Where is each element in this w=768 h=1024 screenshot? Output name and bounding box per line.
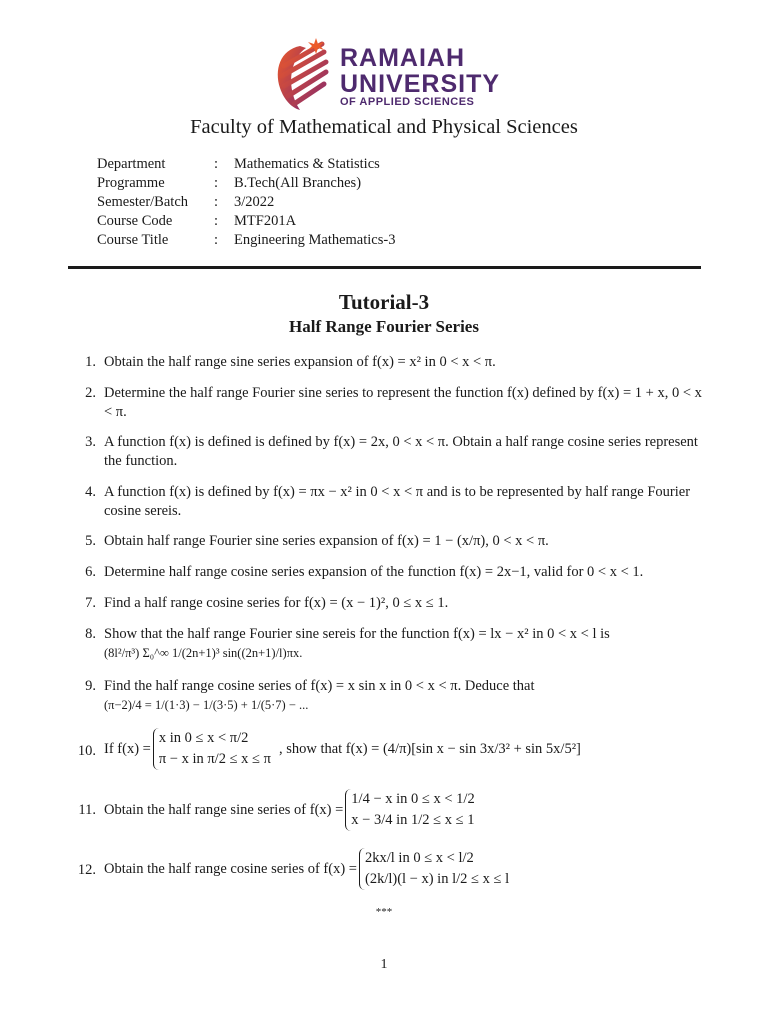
question-number: 6. [85, 564, 96, 580]
info-label: Programme [97, 175, 165, 191]
info-separator: : [214, 213, 219, 229]
question-number: 2. [85, 385, 96, 401]
case-row: π − x in π/2 ≤ x ≤ π [158, 751, 271, 767]
question-text: Determine the half range Fourier sine series to represent the function f(x) defined by f(x) = 1 + x, 0 < x < π. [104, 385, 702, 420]
tutorial-title: Tutorial-3 [338, 290, 430, 314]
course-info-table [97, 155, 395, 250]
question-text: Obtain half range Fourier sine series expansion of f(x) = 1 − (x/π), 0 < x < π. [104, 533, 549, 549]
info-separator: : [214, 175, 219, 191]
info-row-semester [97, 193, 395, 212]
page-number: 1 [380, 957, 388, 972]
case-row: 1/4 − x in 0 ≤ x < 1/2 [351, 791, 475, 807]
question-1 [68, 353, 704, 372]
question-4 [68, 483, 704, 521]
piecewise-brace [359, 848, 509, 890]
question-5 [68, 532, 704, 551]
question-text: Determine half range cosine series expansion of the function f(x) = 2x−1, valid for 0 < x < 1. [104, 564, 644, 580]
question-formula: , show that f(x) = (4/π)[sin x − sin 3x/3² + sin 5x/5²] [278, 740, 581, 757]
info-separator: : [214, 194, 219, 210]
question-formula: (8l²/π³) Σ₀^∞ 1/(2n+1)³ sin((2n+1)/l)πx. [104, 646, 303, 660]
question-text: Find a half range cosine series for f(x) = (x − 1)², 0 ≤ x ≤ 1. [104, 595, 449, 611]
question-number: 3. [85, 434, 96, 450]
info-label: Course Code [97, 213, 173, 229]
logo-line-applied-sciences: OF APPLIED SCIENCES [340, 96, 475, 108]
case-row: x in 0 ≤ x < π/2 [158, 730, 249, 746]
question-number: 5. [85, 533, 96, 549]
question-8 [68, 625, 704, 663]
info-row-programme [97, 174, 395, 193]
tutorial-subtitle: Half Range Fourier Series [289, 317, 479, 336]
info-row-department [97, 155, 395, 174]
piecewise-brace [345, 789, 474, 831]
question-text: Show that the half range Fourier sine sereis for the function f(x) = lx − x² in 0 < x < l is [104, 626, 610, 642]
question-number: 11. [78, 802, 96, 818]
question-formula: (π−2)/4 = 1/(1·3) − 1/(3·5) + 1/(5·7) − ... [104, 698, 309, 712]
question-number: 7. [85, 595, 96, 611]
info-value: Mathematics & Statistics [234, 156, 380, 172]
question-6 [68, 563, 704, 582]
info-value: 3/2022 [234, 194, 275, 210]
question-text: A function f(x) is defined is defined by f(x) = 2x, 0 < x < π. Obtain a half range cosine series represent the function. [104, 434, 698, 469]
question-text: Obtain the half range sine series expansion of f(x) = x² in 0 < x < π. [104, 354, 496, 370]
question-text: If f(x) = [104, 740, 151, 757]
end-marker: *** [375, 906, 393, 918]
question-number: 12. [77, 862, 96, 878]
logo-line-ramaiah: RAMAIAH [340, 44, 466, 72]
question-9 [68, 677, 704, 715]
question-2 [68, 384, 704, 422]
info-separator: : [214, 156, 219, 172]
question-number: 10. [77, 743, 96, 759]
question-number: 1. [85, 354, 96, 370]
question-number: 8. [85, 626, 96, 642]
question-text: Obtain the half range cosine series of f(x) = [104, 860, 357, 877]
piecewise-brace [153, 728, 271, 770]
info-separator: : [214, 232, 219, 248]
info-value: MTF201A [234, 213, 297, 229]
question-10 [68, 728, 704, 770]
case-row: x − 3/4 in 1/2 ≤ x ≤ 1 [351, 812, 475, 828]
case-row: (2k/l)(l − x) in l/2 ≤ x ≤ l [364, 871, 510, 887]
question-12 [68, 848, 704, 890]
question-text: Find the half range cosine series of f(x) = x sin x in 0 < x < π. Deduce that [104, 678, 535, 694]
info-value: B.Tech(All Branches) [234, 175, 362, 191]
question-text: Obtain the half range sine series of f(x) = [104, 801, 344, 818]
question-number: 4. [85, 484, 96, 500]
horizontal-rule [68, 266, 701, 269]
info-label: Course Title [97, 232, 169, 248]
faculty-heading: Faculty of Mathematical and Physical Sciences [190, 116, 578, 138]
question-11 [68, 789, 704, 831]
info-row-course-title [97, 231, 395, 250]
info-value: Engineering Mathematics-3 [234, 232, 396, 248]
info-label: Semester/Batch [97, 194, 189, 210]
question-number: 9. [85, 678, 96, 694]
question-7 [68, 594, 704, 613]
case-row: 2kx/l in 0 ≤ x < l/2 [364, 850, 474, 866]
info-row-course-code [97, 212, 395, 231]
question-3 [68, 433, 704, 471]
question-text: A function f(x) is defined by f(x) = πx − x² in 0 < x < π and is to be represented by half range Fourier cosine sereis. [104, 484, 691, 519]
info-label: Department [97, 156, 166, 172]
logo-line-university: UNIVERSITY [340, 70, 501, 98]
